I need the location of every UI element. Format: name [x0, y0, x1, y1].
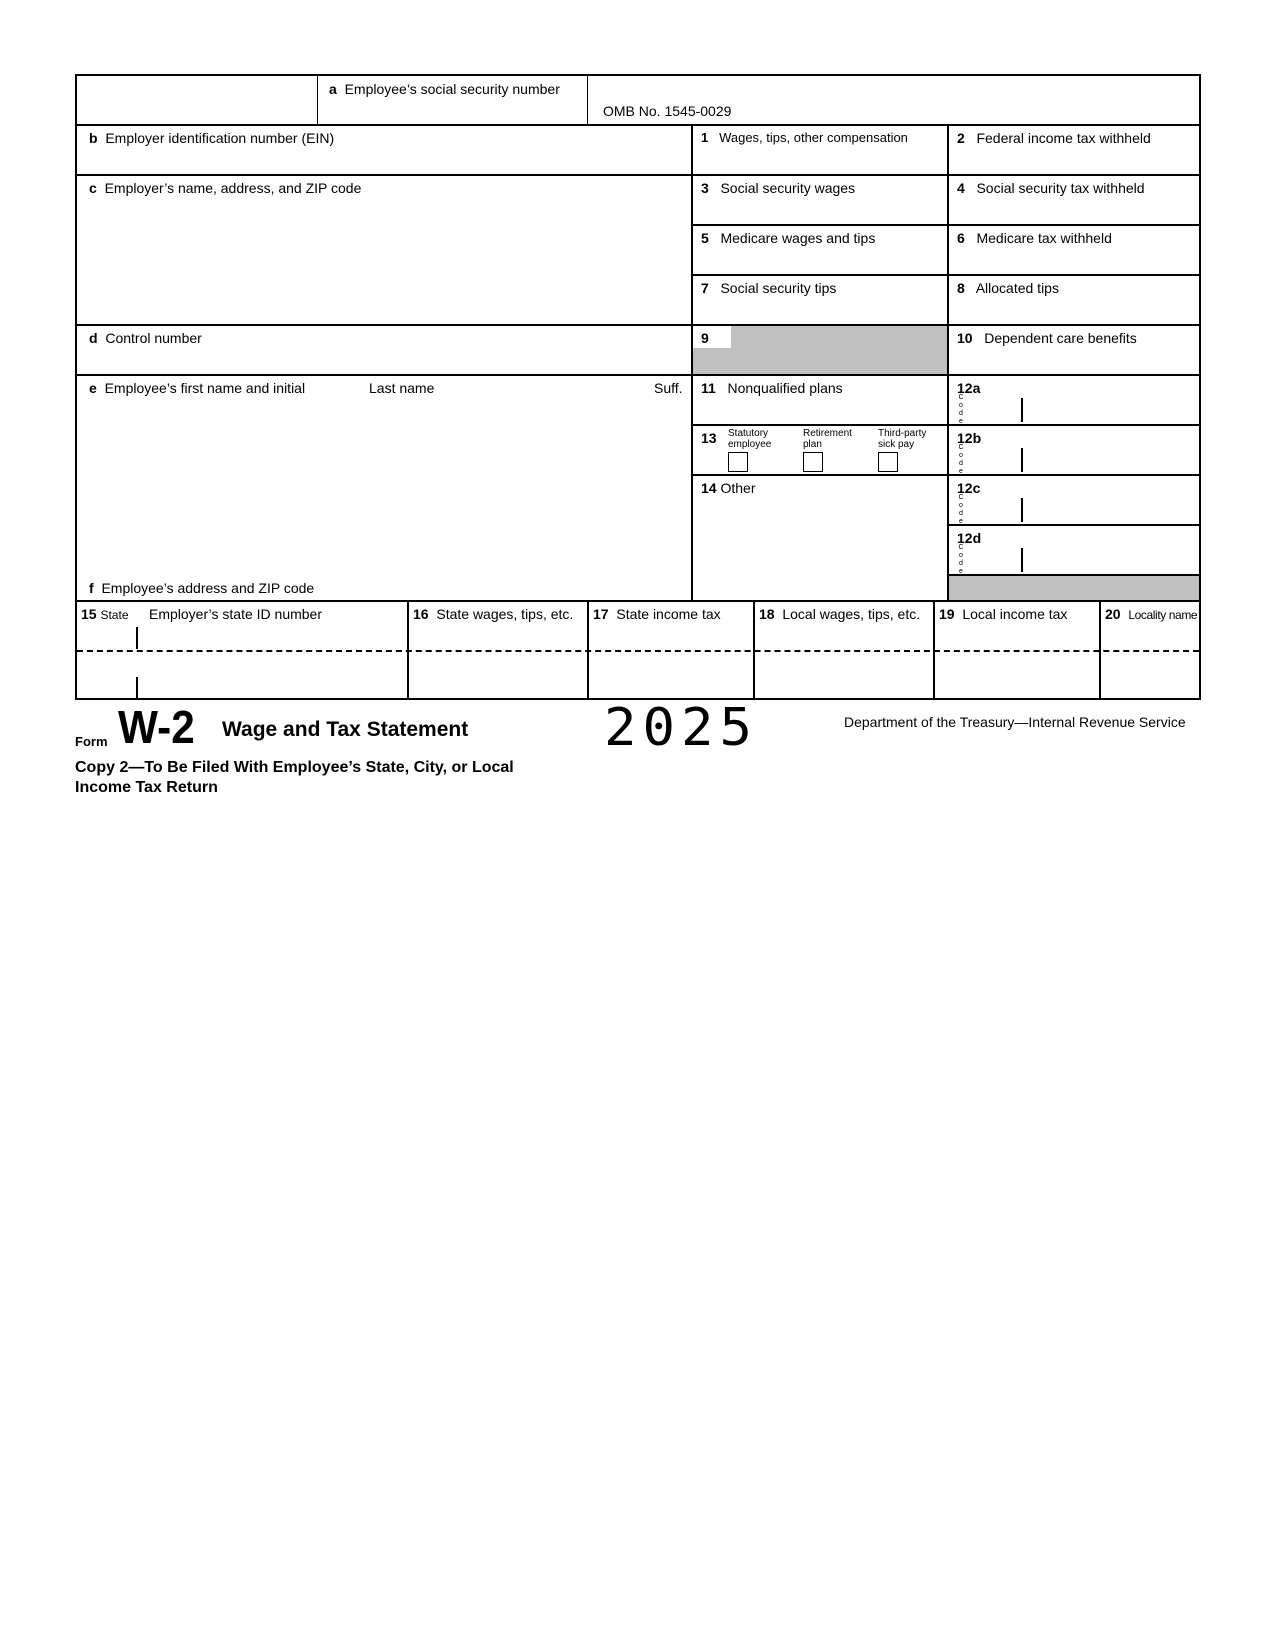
- box-9: 9: [701, 330, 709, 346]
- retirement-plan-label: Retirement plan: [803, 428, 852, 450]
- box-6-medicare-tax[interactable]: 6 Medicare tax withheld: [957, 230, 1112, 246]
- box-8-allocated-tips[interactable]: 8 Allocated tips: [957, 280, 1059, 296]
- box-1-wages[interactable]: 1 Wages, tips, other compensation: [701, 130, 908, 145]
- statutory-employee-checkbox[interactable]: [728, 452, 748, 472]
- box-12c[interactable]: 12c: [957, 480, 981, 496]
- box-15-employer-state-id[interactable]: Employer’s state ID number: [149, 606, 322, 622]
- box-10-dependent-care[interactable]: 10 Dependent care benefits: [957, 330, 1137, 346]
- box-7-ss-tips[interactable]: 7 Social security tips: [701, 280, 837, 296]
- box-12b[interactable]: 12b: [957, 430, 982, 446]
- statutory-employee-label: Statutory employee: [728, 428, 772, 450]
- ssn-box-label: a Employee’s social security number: [329, 81, 560, 97]
- box-18-local-wages[interactable]: 18 Local wages, tips, etc.: [759, 606, 921, 622]
- box-e-last-name[interactable]: Last name: [369, 380, 435, 396]
- box-12b-code-label: C o d e: [958, 444, 964, 475]
- box-f-employee-address[interactable]: f Employee’s address and ZIP code: [89, 580, 315, 596]
- box-d-control-number[interactable]: d Control number: [89, 330, 202, 346]
- box-16-state-wages[interactable]: 16 State wages, tips, etc.: [413, 606, 574, 622]
- third-party-sick-pay-checkbox[interactable]: [878, 452, 898, 472]
- box-20-locality-name[interactable]: 20 Locality name: [1105, 606, 1198, 622]
- box-c-employer-name[interactable]: c Employer’s name, address, and ZIP code: [89, 180, 362, 196]
- box-4-ss-tax[interactable]: 4 Social security tax withheld: [957, 180, 1145, 196]
- box-e-suffix[interactable]: Suff.: [654, 380, 683, 396]
- third-party-sick-pay-label: Third-party sick pay: [878, 428, 927, 450]
- omb-number: OMB No. 1545-0029: [603, 103, 732, 119]
- tax-year: 2025: [604, 697, 759, 758]
- box-e-employee-first-name[interactable]: e Employee’s first name and initial: [89, 380, 306, 396]
- form-name-w2: W-2: [118, 701, 195, 753]
- form-title: Wage and Tax Statement: [222, 718, 469, 741]
- box-19-local-income-tax[interactable]: 19 Local income tax: [939, 606, 1068, 622]
- box-17-state-income-tax[interactable]: 17 State income tax: [593, 606, 721, 622]
- box-2-federal-tax[interactable]: 2 Federal income tax withheld: [957, 130, 1151, 146]
- box-11-nonqualified-plans[interactable]: 11 Nonqualified plans: [701, 380, 843, 396]
- box-12a-code-label: C o d e: [958, 394, 964, 425]
- box-15-state[interactable]: 15 State: [81, 606, 129, 622]
- w2-form-grid: [75, 74, 1201, 700]
- box-12c-code-label: C o d e: [958, 494, 964, 525]
- retirement-plan-checkbox[interactable]: [803, 452, 823, 472]
- form-word: Form: [75, 734, 108, 749]
- box-14-other[interactable]: 14 Other: [701, 480, 756, 496]
- box-12a[interactable]: 12a: [957, 380, 981, 396]
- box-12d[interactable]: 12d: [957, 530, 982, 546]
- box-b-ein[interactable]: b Employer identification number (EIN): [89, 130, 335, 146]
- box-12d-code-label: C o d e: [958, 544, 964, 575]
- box-13-number: 13: [701, 430, 717, 446]
- box-3-ss-wages[interactable]: 3 Social security wages: [701, 180, 856, 196]
- copy-instructions: Copy 2—To Be Filed With Employee’s State, City, or Local Income Tax Return: [75, 759, 514, 796]
- box-5-medicare-wages[interactable]: 5 Medicare wages and tips: [701, 230, 876, 246]
- irs-department: Department of the Treasury—Internal Revenue Service: [844, 714, 1186, 730]
